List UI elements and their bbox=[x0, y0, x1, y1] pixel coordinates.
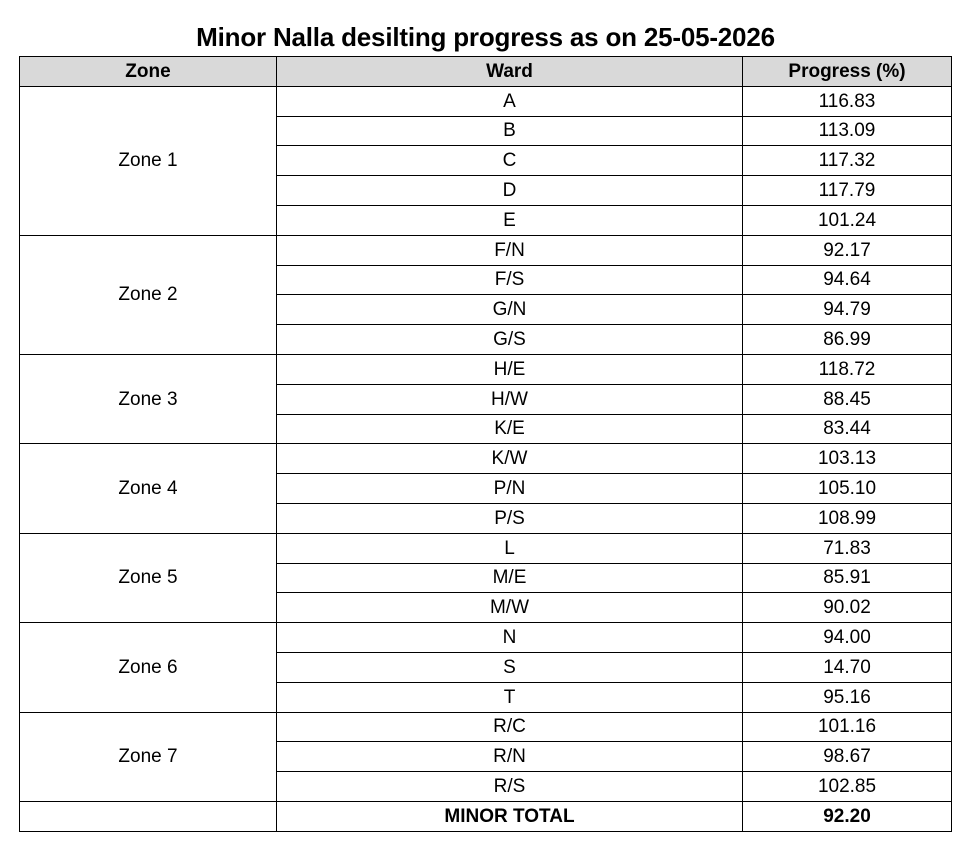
zone-cell: Zone 7 bbox=[20, 712, 277, 801]
ward-cell: A bbox=[277, 86, 743, 116]
total-row bbox=[20, 801, 952, 831]
progress-cell: 105.10 bbox=[743, 474, 952, 504]
column-header-zone: Zone bbox=[20, 57, 277, 87]
ward-cell: C bbox=[277, 146, 743, 176]
progress-cell: 14.70 bbox=[743, 652, 952, 682]
zone-cell: Zone 6 bbox=[20, 623, 277, 712]
progress-cell: 88.45 bbox=[743, 384, 952, 414]
ward-cell: D bbox=[277, 176, 743, 206]
ward-cell: H/E bbox=[277, 354, 743, 384]
progress-cell: 95.16 bbox=[743, 682, 952, 712]
progress-cell: 117.32 bbox=[743, 146, 952, 176]
progress-cell: 103.13 bbox=[743, 444, 952, 474]
total-label: MINOR TOTAL bbox=[277, 801, 743, 831]
zone-cell: Zone 4 bbox=[20, 444, 277, 533]
table-row bbox=[20, 354, 952, 384]
table-row bbox=[20, 533, 952, 563]
ward-cell: G/N bbox=[277, 295, 743, 325]
table-row bbox=[20, 712, 952, 742]
table-row bbox=[20, 623, 952, 653]
total-progress: 92.20 bbox=[743, 801, 952, 831]
ward-cell: R/S bbox=[277, 772, 743, 802]
table-row bbox=[20, 86, 952, 116]
progress-cell: 85.91 bbox=[743, 563, 952, 593]
ward-cell: H/W bbox=[277, 384, 743, 414]
table-body bbox=[20, 86, 952, 831]
column-header-ward: Ward bbox=[277, 57, 743, 87]
ward-cell: K/E bbox=[277, 414, 743, 444]
progress-cell: 98.67 bbox=[743, 742, 952, 772]
progress-cell: 86.99 bbox=[743, 325, 952, 355]
ward-cell: P/S bbox=[277, 503, 743, 533]
progress-cell: 116.83 bbox=[743, 86, 952, 116]
progress-cell: 90.02 bbox=[743, 593, 952, 623]
column-header-progress: Progress (%) bbox=[743, 57, 952, 87]
page-title: Minor Nalla desilting progress as on 25-05-2026 bbox=[196, 22, 775, 52]
zone-cell: Zone 1 bbox=[20, 86, 277, 235]
progress-cell: 83.44 bbox=[743, 414, 952, 444]
ward-cell: F/N bbox=[277, 235, 743, 265]
progress-cell: 102.85 bbox=[743, 772, 952, 802]
ward-cell: R/C bbox=[277, 712, 743, 742]
progress-cell: 94.00 bbox=[743, 623, 952, 653]
table-row bbox=[20, 235, 952, 265]
progress-cell: 113.09 bbox=[743, 116, 952, 146]
ward-cell: P/N bbox=[277, 474, 743, 504]
ward-cell: M/E bbox=[277, 563, 743, 593]
ward-cell: K/W bbox=[277, 444, 743, 474]
progress-cell: 118.72 bbox=[743, 354, 952, 384]
ward-cell: G/S bbox=[277, 325, 743, 355]
ward-cell: M/W bbox=[277, 593, 743, 623]
progress-cell: 117.79 bbox=[743, 176, 952, 206]
ward-cell: N bbox=[277, 623, 743, 653]
ward-cell: F/S bbox=[277, 265, 743, 295]
progress-cell: 92.17 bbox=[743, 235, 952, 265]
zone-cell: Zone 5 bbox=[20, 533, 277, 622]
progress-cell: 101.24 bbox=[743, 205, 952, 235]
ward-cell: T bbox=[277, 682, 743, 712]
progress-cell: 101.16 bbox=[743, 712, 952, 742]
table-header-row bbox=[20, 57, 952, 87]
ward-cell: R/N bbox=[277, 742, 743, 772]
progress-cell: 94.64 bbox=[743, 265, 952, 295]
progress-cell: 94.79 bbox=[743, 295, 952, 325]
zone-cell: Zone 3 bbox=[20, 354, 277, 443]
progress-cell: 108.99 bbox=[743, 503, 952, 533]
ward-cell: L bbox=[277, 533, 743, 563]
total-zone-cell bbox=[20, 801, 277, 831]
ward-cell: E bbox=[277, 205, 743, 235]
progress-cell: 71.83 bbox=[743, 533, 952, 563]
ward-cell: B bbox=[277, 116, 743, 146]
ward-cell: S bbox=[277, 652, 743, 682]
progress-table bbox=[19, 56, 952, 832]
zone-cell: Zone 2 bbox=[20, 235, 277, 354]
table-row bbox=[20, 444, 952, 474]
